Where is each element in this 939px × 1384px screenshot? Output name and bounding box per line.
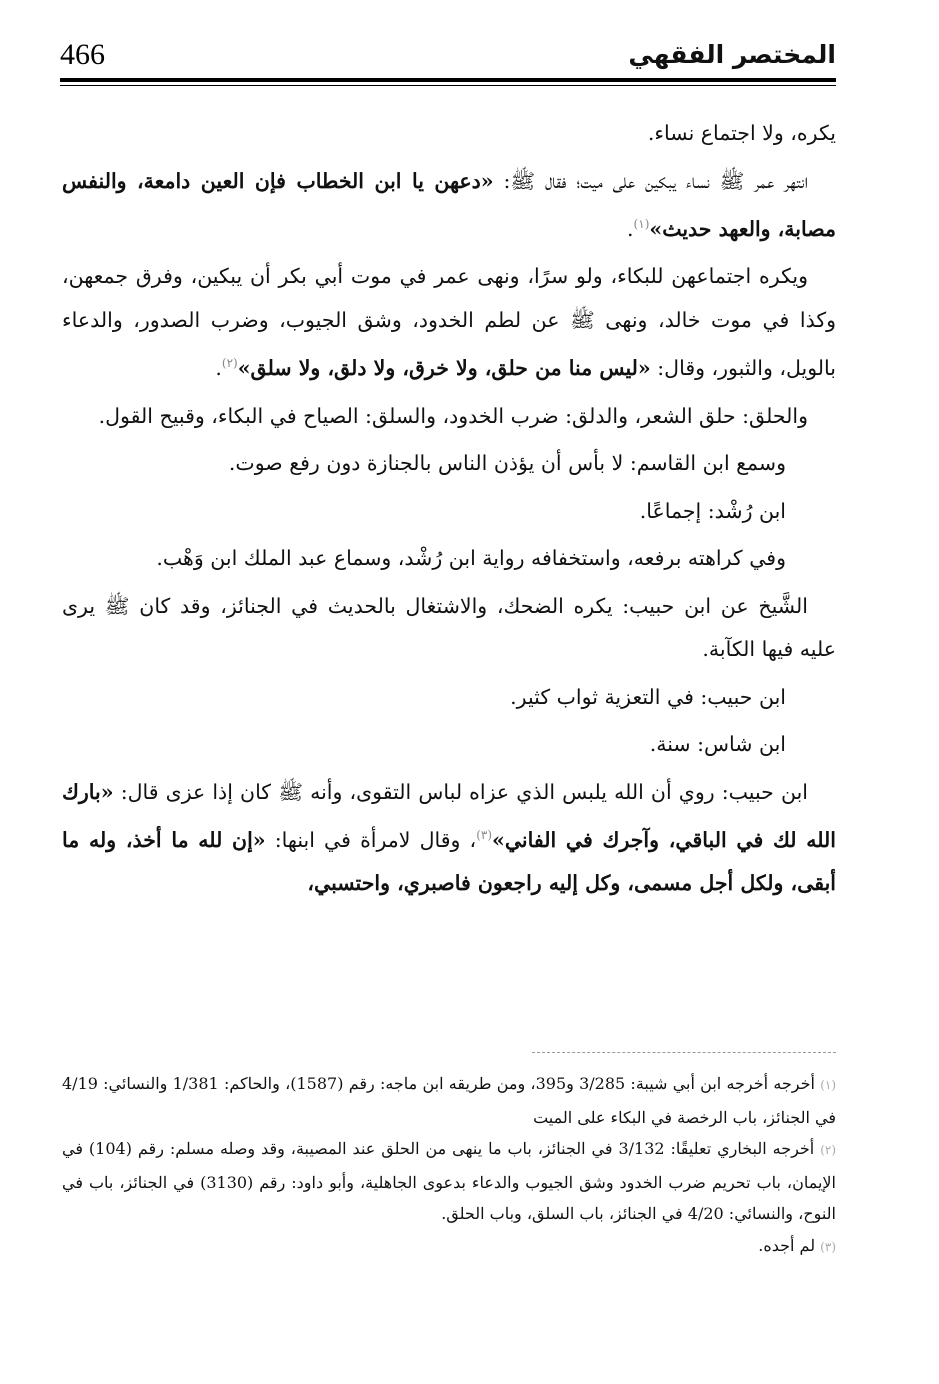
header-rule-thick — [60, 78, 836, 82]
paragraph-6: ابن رُشْد: إجماعًا. — [639, 498, 786, 523]
footnote-ref-2[interactable]: (٢) — [221, 356, 238, 371]
footnote-ref-1[interactable]: (١) — [633, 217, 650, 231]
paragraph-1: يكره، ولا اجتماع نساء. — [647, 121, 836, 145]
main-text — [62, 112, 836, 910]
footnote-3-number: (٣) — [820, 1239, 836, 1254]
paragraph-5: وسمع ابن القاسم: لا بأس أن يؤذن الناس بالجنازة دون رفع صوت. — [228, 451, 786, 476]
hadith-quote-4: «إن لله ما أخذ، وله ما أبقى، ولكل أجل مسمى، وكل إليه راجعون فاصبري، واحتسبي، — [62, 827, 836, 896]
footnote-2-text: أخرجه البخاري تعليقًا: 3/132 في الجنائز، باب ما ينهى من الحلق عند المصيبة، وقد وصله مسلم: رقم (104) في الإيمان، باب تحريم ضرب الخدود وشق الجيوب والدعاء بدعوى الجاهلية، وأبو داود: رقم (3130) في الجنائز، باب في النوح، والنسائي: 4/20 في الجنائز، باب السلق، وباب الحلق. — [62, 1139, 836, 1223]
paragraph-11 — [62, 771, 836, 906]
page-header — [60, 30, 836, 90]
header-rule-thin — [60, 85, 836, 86]
paragraph-8: الشَّيخ عن ابن حبيب: يكره الضحك، والاشتغال بالحديث في الجنائز، وقد كان ﷺ يرى عليه فيها الكآبة. — [62, 593, 836, 662]
hadith-quote-1: «دعهن يا ابن الخطاب فإن العين دامعة، والنفس مصابة، والعهد حديث» — [62, 168, 836, 241]
footnote-separator — [532, 1052, 836, 1053]
footnote-2-number: (٢) — [820, 1143, 837, 1157]
footnote-3 — [62, 1230, 836, 1264]
footnote-1-number: (١) — [820, 1078, 837, 1092]
paragraph-11-text: ابن حبيب: روي أن الله يلبس الذي عزاه لباس التقوى، وأنه ﷺ كان إذا عزى قال: — [120, 779, 808, 804]
hadith-quote-2: «ليس منا من حلق، ولا خرق، ولا دلق، ولا سلق» — [237, 356, 651, 381]
paragraph-11-mid: ، وقال لامرأة في ابنها: — [274, 827, 477, 852]
footnote-1 — [62, 1068, 836, 1133]
running-title: المختصر الفقهي — [628, 40, 836, 69]
footnotes — [62, 1068, 836, 1263]
footnote-1-text: أخرجه أخرجه ابن أبي شيبة: 3/285 و395، ومن طريقه ابن ماجه: رقم (1587)، والحاكم: 1/381 والنسائي: 4/19 في الجنائز، باب الرخصة في البكاء على الميت — [62, 1074, 836, 1127]
footnote-2 — [62, 1133, 836, 1230]
footnote-ref-3[interactable]: (٣) — [476, 828, 493, 843]
paragraph-2 — [62, 160, 836, 252]
hadith-quote-3: «بارك الله لك في الباقي، وآجرك في الفاني» — [62, 779, 836, 852]
paragraph-3-text: ويكره اجتماعهن للبكاء، ولو سرًا، ونهى عمر في موت أبي بكر أن يبكين، وفرق جمعهن، وكذا في موت خالد، ونهى ﷺ عن لطم الخدود، وشق الجيوب، وضرب الصدور، والدعاء بالويل، والثبور، وقال: — [62, 264, 836, 381]
paragraph-3 — [62, 255, 836, 390]
page-number: 466 — [60, 38, 105, 71]
paragraph-3-end: . — [215, 356, 222, 381]
paragraph-4: والحلق: حلق الشعر، والدلق: ضرب الخدود، والسلق: الصياح في البكاء، وقبيح القول. — [98, 403, 808, 428]
paragraph-10: ابن شاس: سنة. — [649, 732, 786, 757]
paragraph-2-end: . — [627, 216, 634, 241]
paragraph-9: ابن حبيب: في التعزية ثواب كثير. — [510, 684, 786, 709]
paragraph-7: وفي كراهته برفعه، واستخفافه رواية ابن رُشْد، وسماع عبد الملك ابن وَهْب. — [156, 546, 786, 571]
footnote-3-text: لم أجده. — [758, 1235, 816, 1255]
paragraph-2-text: انتهر عمر ﷺ نساء يبكين على ميت؛ فقال ﷺ: — [503, 168, 808, 193]
